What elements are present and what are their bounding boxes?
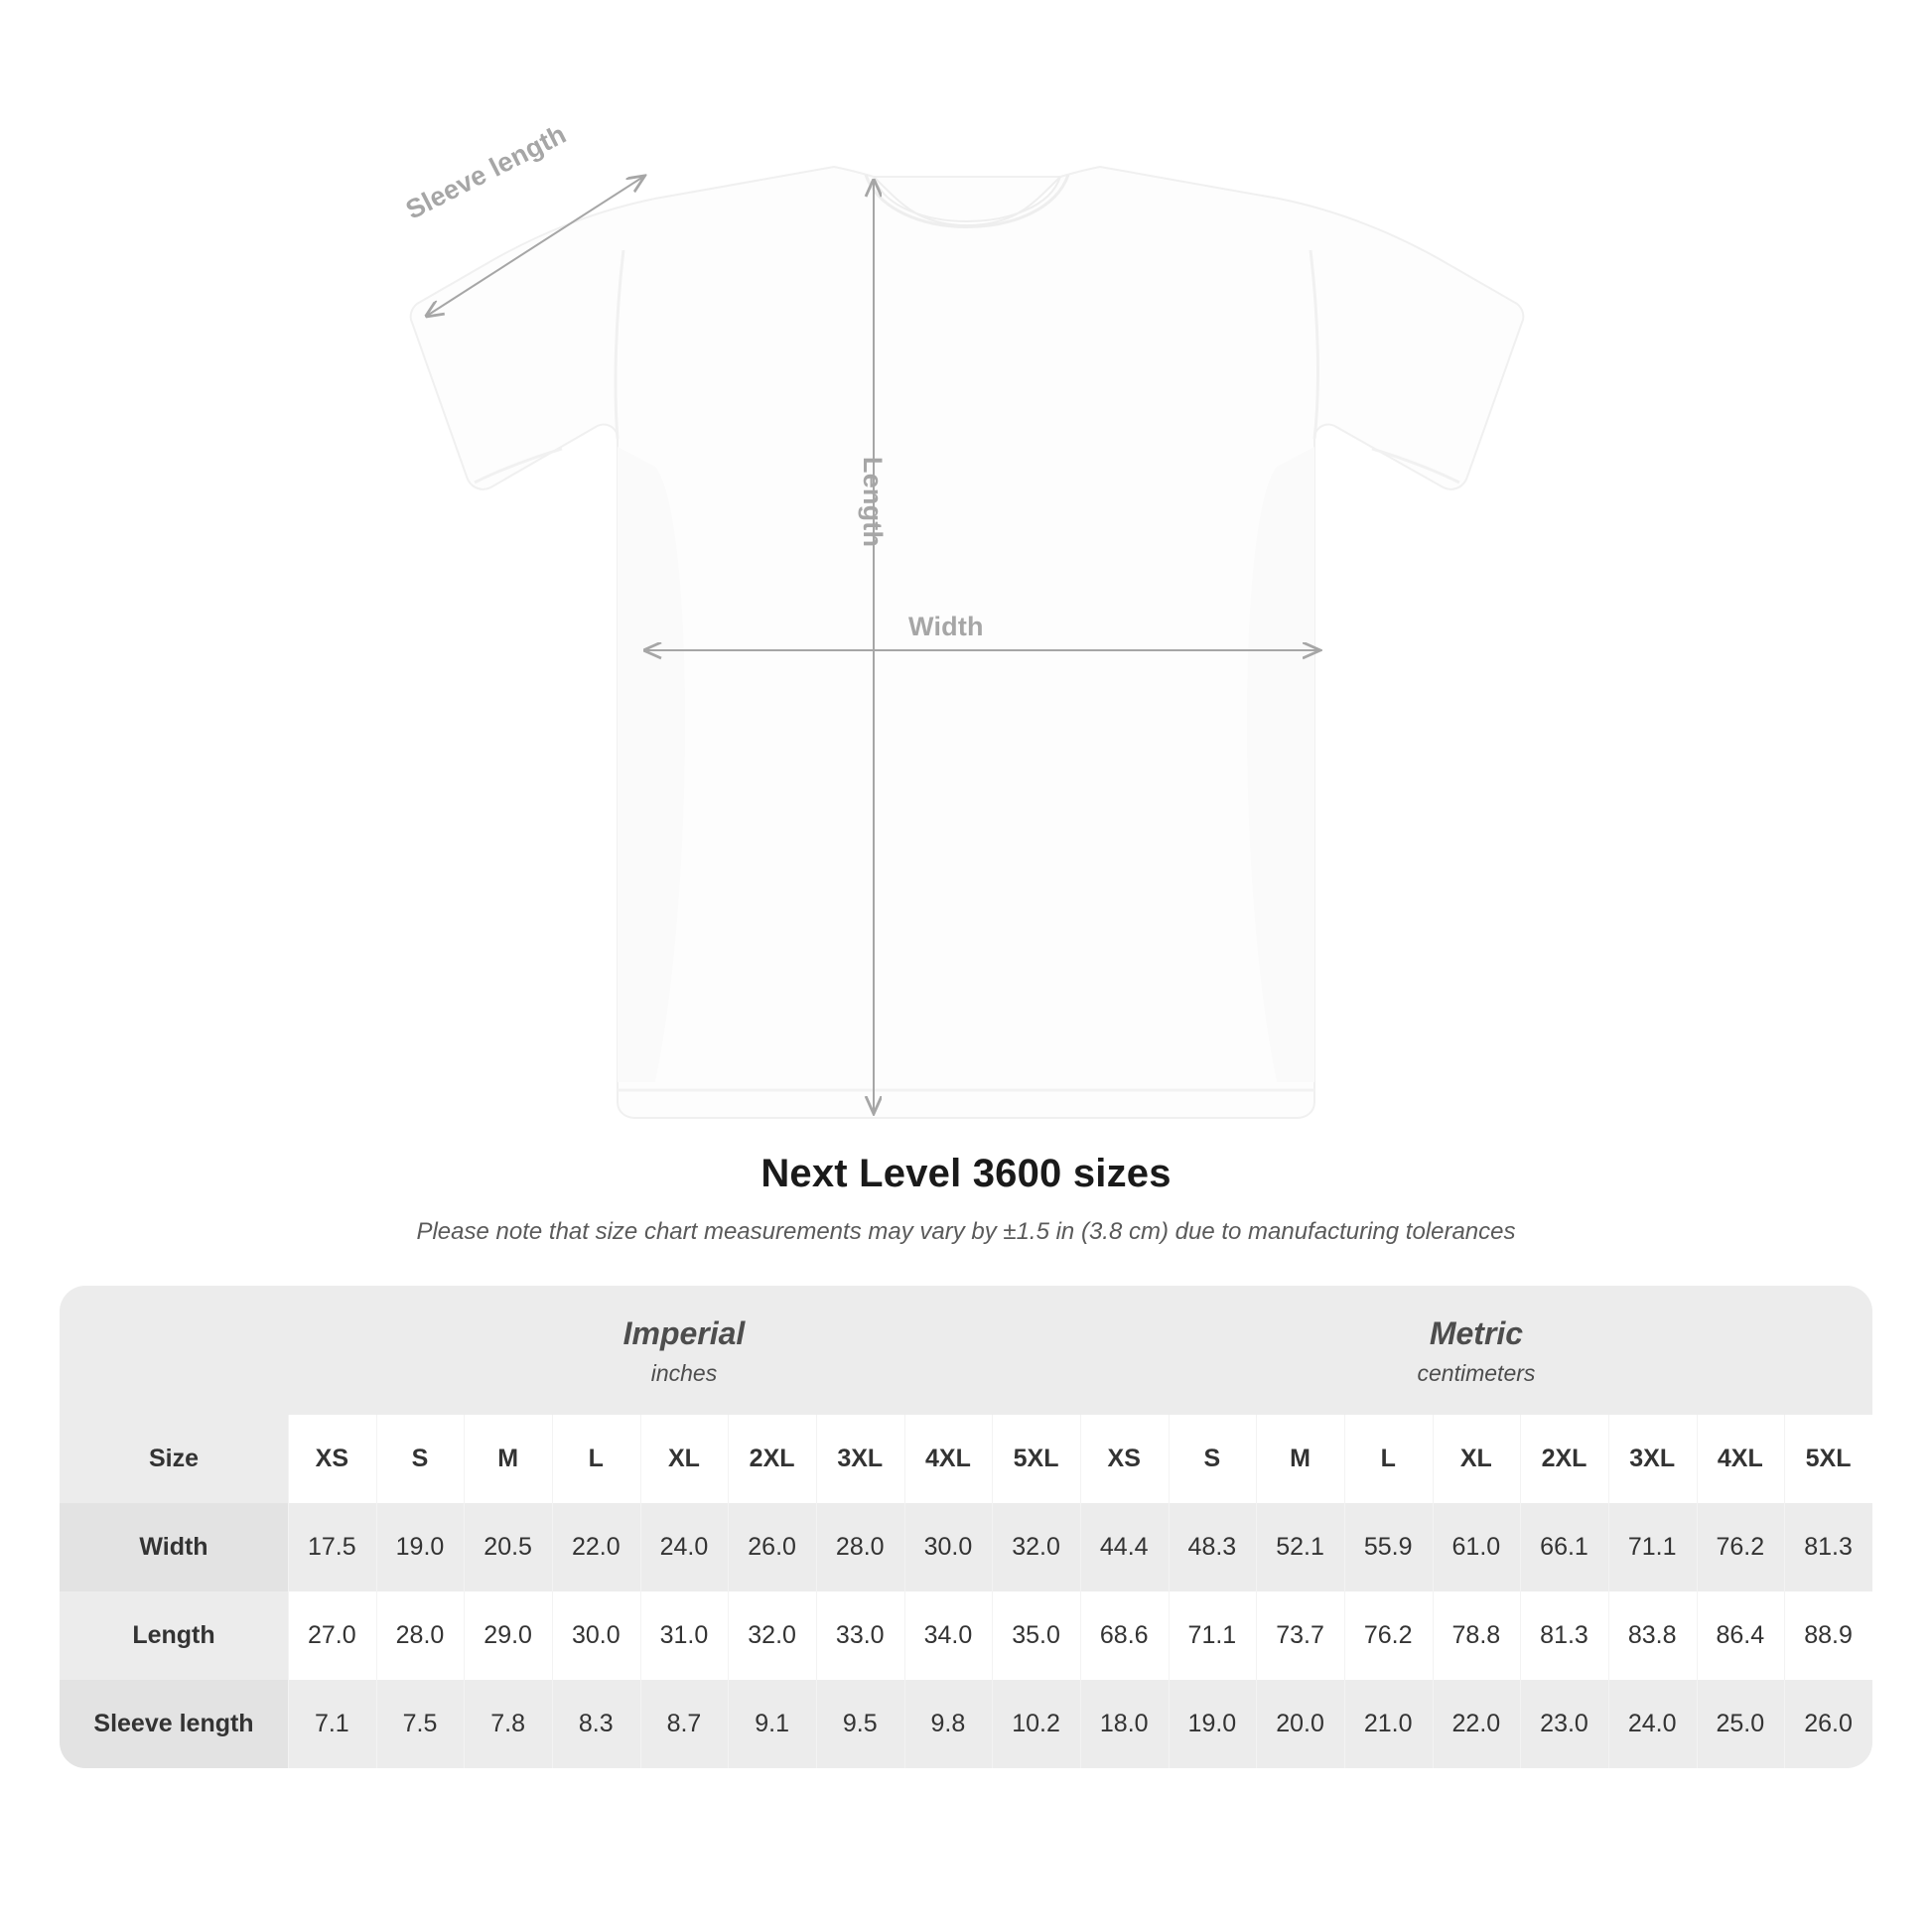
table-row — [60, 1591, 1872, 1680]
length-label: Length — [858, 457, 888, 548]
row-label: Length — [60, 1591, 288, 1680]
title-block — [0, 1152, 1932, 1246]
table-cell: 26.0 — [728, 1503, 816, 1591]
table-cell: 73.7 — [1256, 1591, 1344, 1680]
column-header: XS — [288, 1415, 376, 1503]
column-header: 2XL — [1520, 1415, 1608, 1503]
table-cell: 52.1 — [1256, 1503, 1344, 1591]
column-header: XL — [640, 1415, 729, 1503]
table-cell: 32.0 — [728, 1591, 816, 1680]
table-cell: 66.1 — [1520, 1503, 1608, 1591]
table-cell: 8.7 — [640, 1680, 729, 1768]
column-header: 3XL — [816, 1415, 904, 1503]
size-table — [60, 1286, 1872, 1768]
column-header: L — [552, 1415, 640, 1503]
table-cell: 78.8 — [1433, 1591, 1521, 1680]
table-cell: 18.0 — [1080, 1680, 1169, 1768]
table-cell: 7.5 — [376, 1680, 465, 1768]
column-header: S — [376, 1415, 465, 1503]
row-label: Width — [60, 1503, 288, 1591]
table-cell: 71.1 — [1608, 1503, 1697, 1591]
column-header: L — [1344, 1415, 1433, 1503]
table-cell: 9.8 — [904, 1680, 993, 1768]
page-title: Next Level 3600 sizes — [760, 1152, 1172, 1195]
table-cell: 88.9 — [1784, 1591, 1872, 1680]
table-cell: 9.1 — [728, 1680, 816, 1768]
table-cell: 20.0 — [1256, 1680, 1344, 1768]
row-label: Sleeve length — [60, 1680, 288, 1768]
table-cell: 48.3 — [1169, 1503, 1257, 1591]
column-header: 2XL — [728, 1415, 816, 1503]
table-cell: 86.4 — [1697, 1591, 1785, 1680]
table-cell: 76.2 — [1697, 1503, 1785, 1591]
table-cell: 81.3 — [1784, 1503, 1872, 1591]
table-cell: 71.1 — [1169, 1591, 1257, 1680]
table-cell: 83.8 — [1608, 1591, 1697, 1680]
table-cell: 10.2 — [992, 1680, 1080, 1768]
table-cell: 29.0 — [464, 1591, 552, 1680]
table-cell: 22.0 — [1433, 1680, 1521, 1768]
tolerance-note: Please note that size chart measurements may vary by ±1.5 in (3.8 cm) due to manufacturing tolerances — [416, 1218, 1516, 1245]
table-cell: 24.0 — [1608, 1680, 1697, 1768]
unit-header-row — [60, 1286, 1872, 1415]
size-header-label: Size — [60, 1415, 288, 1503]
column-header: XS — [1080, 1415, 1169, 1503]
table-cell: 28.0 — [816, 1503, 904, 1591]
table-cell: 34.0 — [904, 1591, 993, 1680]
table-cell: 21.0 — [1344, 1680, 1433, 1768]
table-cell: 35.0 — [992, 1591, 1080, 1680]
table-cell: 9.5 — [816, 1680, 904, 1768]
table-cell: 17.5 — [288, 1503, 376, 1591]
column-header: S — [1169, 1415, 1257, 1503]
column-header: 4XL — [1697, 1415, 1785, 1503]
column-header: 4XL — [904, 1415, 993, 1503]
unit-imperial-name: Imperial — [622, 1315, 746, 1351]
table-cell: 31.0 — [640, 1591, 729, 1680]
unit-imperial-cell — [288, 1286, 1080, 1415]
table-cell: 30.0 — [904, 1503, 993, 1591]
table-corner-cell — [60, 1286, 288, 1415]
table-row — [60, 1503, 1872, 1591]
table-cell: 24.0 — [640, 1503, 729, 1591]
sleeve-length-label: Sleeve length — [401, 118, 572, 225]
table-cell: 26.0 — [1784, 1680, 1872, 1768]
unit-imperial-sub: inches — [650, 1360, 718, 1386]
table-row — [60, 1680, 1872, 1768]
size-table-wrapper — [60, 1286, 1872, 1768]
table-cell: 19.0 — [1169, 1680, 1257, 1768]
column-header: M — [1256, 1415, 1344, 1503]
table-cell: 76.2 — [1344, 1591, 1433, 1680]
column-header: 5XL — [992, 1415, 1080, 1503]
column-header: 5XL — [1784, 1415, 1872, 1503]
table-cell: 27.0 — [288, 1591, 376, 1680]
table-cell: 28.0 — [376, 1591, 465, 1680]
table-cell: 7.8 — [464, 1680, 552, 1768]
unit-metric-cell — [1080, 1286, 1872, 1415]
table-cell: 55.9 — [1344, 1503, 1433, 1591]
column-header: XL — [1433, 1415, 1521, 1503]
table-cell: 68.6 — [1080, 1591, 1169, 1680]
size-header-row — [60, 1415, 1872, 1503]
unit-metric-sub: centimeters — [1417, 1360, 1536, 1386]
table-cell: 32.0 — [992, 1503, 1080, 1591]
table-cell: 61.0 — [1433, 1503, 1521, 1591]
width-label: Width — [908, 612, 984, 641]
table-cell: 8.3 — [552, 1680, 640, 1768]
table-cell: 7.1 — [288, 1680, 376, 1768]
table-cell: 33.0 — [816, 1591, 904, 1680]
table-cell: 20.5 — [464, 1503, 552, 1591]
table-cell: 44.4 — [1080, 1503, 1169, 1591]
table-cell: 22.0 — [552, 1503, 640, 1591]
table-cell: 23.0 — [1520, 1680, 1608, 1768]
table-cell: 81.3 — [1520, 1591, 1608, 1680]
table-cell: 30.0 — [552, 1591, 640, 1680]
column-header: 3XL — [1608, 1415, 1697, 1503]
table-cell: 25.0 — [1697, 1680, 1785, 1768]
unit-metric-name: Metric — [1429, 1315, 1524, 1351]
table-cell: 19.0 — [376, 1503, 465, 1591]
column-header: M — [464, 1415, 552, 1503]
